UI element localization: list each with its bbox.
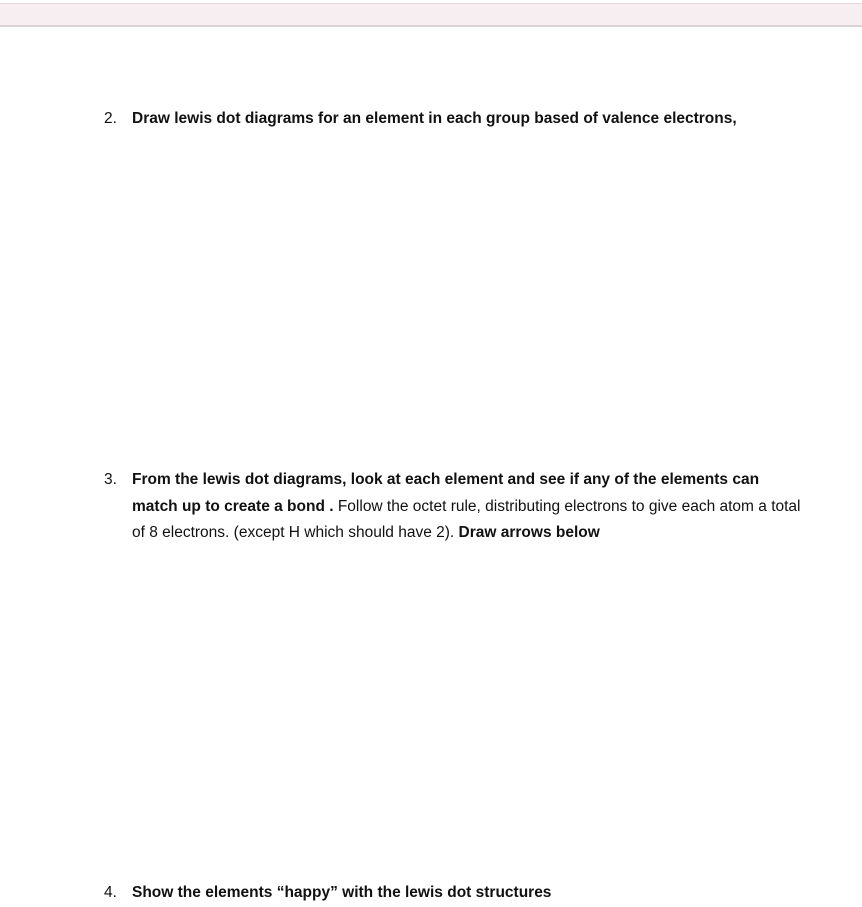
question-3	[104, 467, 804, 547]
question-4	[104, 880, 804, 907]
document-top-border	[0, 3, 862, 27]
question-text	[132, 467, 804, 547]
question-number: 4.	[104, 884, 117, 901]
question-bold-text: From the lewis dot diagrams, look at each element and see if any of the elements can match up to create a bond .	[132, 471, 760, 515]
question-2	[104, 106, 804, 133]
question-normal-text: Follow the octet rule, distributing electrons to give each atom a total of 8 electrons. (except H which should have 2).	[132, 497, 801, 541]
question-text	[132, 106, 804, 133]
question-bold-text: Draw lewis dot diagrams for an element in each group based of valence electrons,	[132, 110, 737, 127]
question-instruction: Draw arrows below	[458, 524, 600, 541]
question-number: 3.	[104, 471, 117, 488]
question-text	[132, 880, 804, 907]
question-bold-text: Show the elements “happy” with the lewis dot structures	[132, 884, 552, 901]
question-number: 2.	[104, 110, 117, 127]
